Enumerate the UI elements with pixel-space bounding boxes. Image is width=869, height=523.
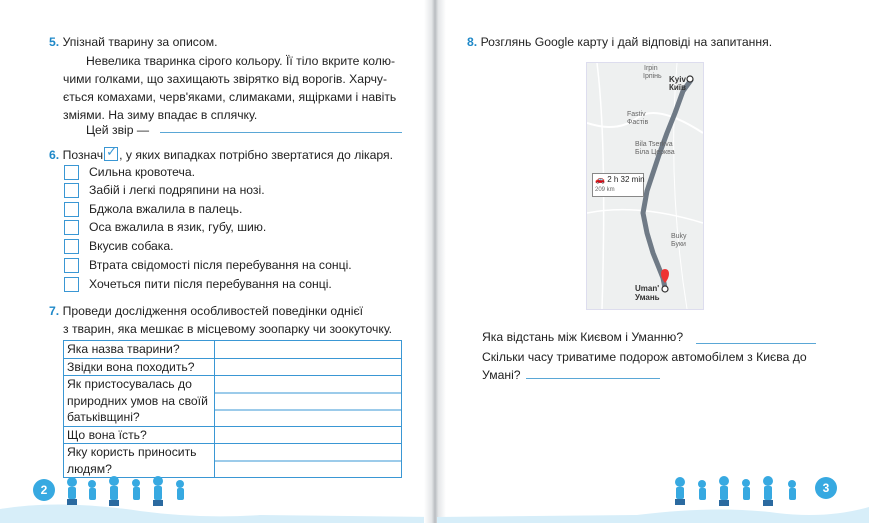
q8-question-1: Яка відстань між Києвом і Уманню?: [482, 330, 684, 344]
children-illustration-icon: [668, 474, 813, 508]
q6-checkbox-1[interactable]: [64, 165, 79, 180]
q8-question-2-line2: Умані?: [482, 368, 521, 382]
route-distance: 209 km: [595, 187, 615, 193]
map-label-buky: Buky: [671, 233, 687, 240]
table-row: [64, 358, 402, 376]
route-time: 2 h 32 min: [607, 175, 645, 184]
table-answer-cell[interactable]: [215, 341, 402, 359]
q5-text-line: Невелика тваринка сірого кольору. Її тіло вкрите колю-: [86, 54, 396, 68]
q6-checkbox-6[interactable]: [64, 258, 79, 273]
q7-number: 7.: [49, 304, 60, 318]
page-number: 2: [33, 479, 55, 501]
map-label-uman: Uman': [635, 284, 660, 293]
table-question-cell: Що вона їсть?: [64, 426, 215, 444]
map-label-fastiv: Fastiv: [627, 111, 646, 118]
q6-checkbox-7[interactable]: [64, 277, 79, 292]
table-question-cell: Звідки вона походить?: [64, 358, 215, 376]
q5-answer-label: Цей звір —: [86, 123, 150, 137]
q5-heading: [49, 33, 218, 51]
table-row: [64, 426, 402, 444]
table-question-cell: Яка назва тварини?: [64, 341, 215, 359]
table-row: [64, 444, 402, 478]
q5-text-line: зміями. На зиму впадає в сплячку.: [63, 108, 258, 122]
q7-research-table: [63, 340, 402, 478]
q6-checkbox-2[interactable]: [64, 183, 79, 198]
q6-option: Оса вжалила в язик, губу, шию.: [89, 220, 267, 234]
page-number: 3: [815, 477, 837, 499]
map-label-irpin-ua: Ірпінь: [643, 73, 662, 80]
q8-number: 8.: [467, 35, 478, 49]
q6-title-after: , у яких випадках потрібно звертатися до лікаря.: [119, 148, 394, 162]
children-illustration-icon: [62, 474, 202, 508]
table-answer-cell[interactable]: [215, 358, 402, 376]
q6-option: Вкусив собака.: [89, 239, 174, 253]
q5-text-line: ється комахами, черв'яками, слимаками, ящірками і навіть: [63, 90, 397, 104]
table-answer-cell[interactable]: [215, 426, 402, 444]
map-label-bila-tserkva: Bila Tserkva: [635, 141, 673, 148]
q6-checkbox-5[interactable]: [64, 239, 79, 254]
q5-title: Упізнай тварину за описом.: [62, 35, 218, 49]
car-icon: 🚗: [595, 175, 605, 184]
map-label-kyiv-ua: Київ: [669, 83, 686, 92]
q6-checkbox-4[interactable]: [64, 220, 79, 235]
q6-option: Бджола вжалила в палець.: [89, 202, 243, 216]
q7-text-line: Проведи дослідження особливостей поведінки однієї: [62, 304, 364, 318]
q8-answer-2-line[interactable]: [526, 378, 660, 379]
q6-heading: [49, 146, 393, 164]
map-label-kyiv: Kyiv: [669, 75, 686, 84]
map-label-irpin: Irpin: [644, 65, 658, 72]
table-question-cell: Як пристосувалась до природних умов на своїй батьківщині?: [64, 376, 215, 427]
map-label-uman-ua: Умань: [635, 293, 660, 302]
q6-option: Втрата свідомості після перебування на сонці.: [89, 258, 352, 272]
q5-number: 5.: [49, 35, 60, 49]
q6-number: 6.: [49, 148, 60, 162]
q8-question-2-line1: Скільки часу триватиме подорож автомобілем з Києва до: [482, 350, 807, 364]
map-label-buky-ua: Буки: [671, 241, 686, 248]
q7-text-line: з тварин, яка мешкає в місцевому зоопарку чи зоокуточку.: [63, 322, 393, 336]
table-question-cell: Яку користь приносить людям?: [64, 444, 215, 478]
q6-option: Сильна кровотеча.: [89, 165, 196, 179]
q6-checkbox-3[interactable]: [64, 202, 79, 217]
checkmark-icon: ✓: [106, 144, 118, 159]
q8-heading: [467, 33, 772, 51]
q5-answer-line[interactable]: [160, 132, 402, 133]
q8-title: Розглянь Google карту і дай відповіді на запитання.: [480, 35, 773, 49]
table-answer-cell[interactable]: [215, 376, 402, 427]
left-page: [0, 0, 433, 523]
q6-option: Забій і легкі подряпини на нозі.: [89, 183, 265, 197]
table-row: [64, 376, 402, 427]
q7-heading: [49, 302, 363, 320]
q8-answer-1-line[interactable]: [696, 343, 816, 344]
map-label-bila-tserkva-ua: Біла Церква: [635, 149, 675, 156]
q5-text-line: чими голками, що захищають звірятко від ворогів. Харчу-: [63, 72, 388, 86]
q6-option: Хочеться пити після перебування на сонці.: [89, 277, 332, 291]
map-label-fastiv-ua: Фастів: [627, 119, 649, 126]
book-gutter: [424, 0, 446, 523]
table-answer-cell[interactable]: [215, 444, 402, 478]
route-info-bubble[interactable]: [592, 173, 644, 197]
table-row: [64, 341, 402, 359]
q6-title-before: Познач: [62, 148, 104, 162]
